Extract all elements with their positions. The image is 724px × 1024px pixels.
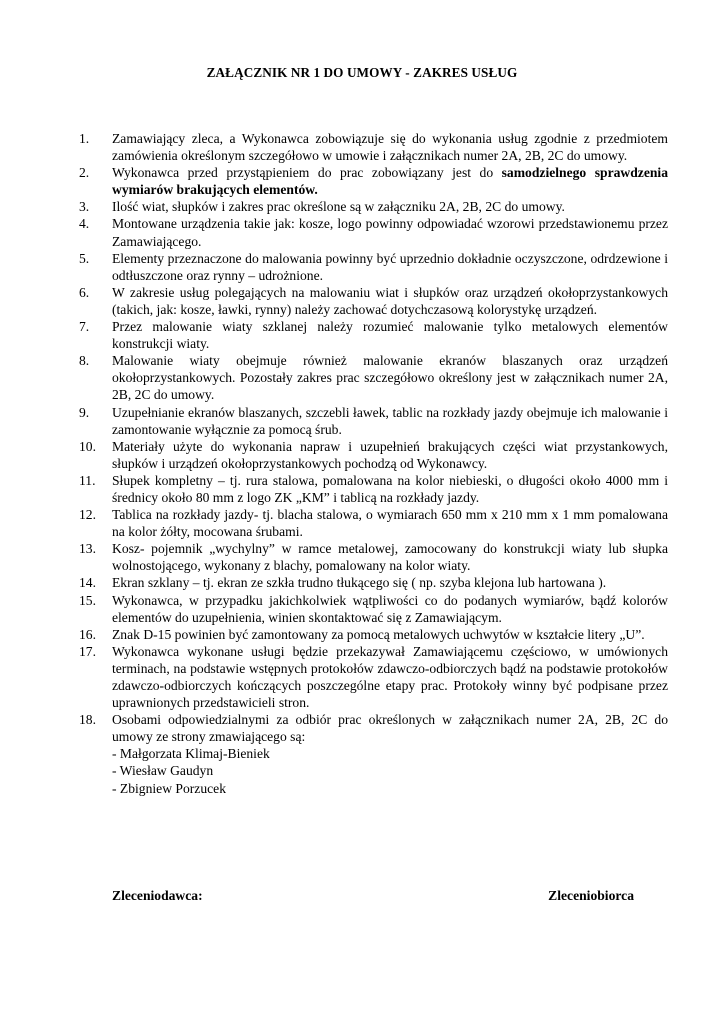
item-number: 5. (79, 250, 90, 266)
item-number: 15. (79, 592, 96, 608)
item-number: 9. (79, 404, 90, 420)
responsible-person: - Małgorzata Klimaj-Bieniek (112, 746, 270, 762)
item-bold-text: samodzielnego sprawdzenia wymiarów brakujących elementów. (112, 165, 668, 198)
item-text: Elementy przeznaczone do malowania powinny być uprzednio dokładnie oczyszczone, odrdzewione i odtłuszczone oraz rynny – udrożnione. (112, 250, 668, 283)
item-text: Uzupełnianie ekranów blaszanych, szczebli ławek, tablic na rozkłady jazdy obejmuje ich malowanie i zamontowanie wyłącznie za pomocą śrub. (112, 404, 668, 437)
item-text: Ilość wiat, słupków i zakres prac określone są w załączniku 2A, 2B, 2C do umowy. (112, 199, 565, 215)
item-text: Tablica na rozkłady jazdy- tj. blacha stalowa, o wymiarach 650 mm x 210 mm x 1 mm pomalowana na kolor żółty, mocowana śrubami. (112, 507, 668, 540)
item-text: Znak D-15 powinien być zamontowany za pomocą metalowych uchwytów w kształcie litery „U”. (112, 626, 645, 642)
list-item (79, 130, 668, 164)
item-text: Wykonawca, w przypadku jakichkolwiek wątpliwości co do podanych wymiarów, bądź kolorów elementów do uzupełnienia, winien skontaktować się z Zamawiającym. (112, 592, 668, 625)
list-item (79, 318, 668, 352)
list-item (79, 711, 668, 796)
item-number: 16. (79, 626, 96, 642)
item-text: Ekran szklany – tj. ekran ze szkła trudno tłukącego się ( np. szyba klejona lub hartowana ). (112, 575, 607, 591)
item-number: 1. (79, 131, 90, 146)
list-item (79, 592, 668, 626)
list-item (79, 643, 668, 711)
item-number: 10. (79, 438, 96, 454)
signature-client-label: Zleceniodawca: (112, 888, 203, 903)
list-item (79, 284, 668, 318)
item-number: 12. (79, 507, 96, 523)
item-text: Wykonawca wykonane usługi będzie przekazywał Zamawiającemu częściowo, w umówionych terminach, na podstawie wstępnych protokołów zdawczo-odbiorczych bądź na podstawie protokołów zdawczo-odbiorczych kończących poszczególne etapy prac. Protokoły winny być podpisane przez uprawnionych przedstawicieli stron. (112, 643, 668, 711)
item-text: Wykonawca przed przystąpieniem do prac zobowiązany jest do (112, 165, 502, 181)
list-item (79, 540, 668, 574)
list-item (79, 404, 668, 438)
item-text: Słupek kompletny – tj. rura stalowa, pomalowana na kolor niebieski, o długości około 4000 mm i średnicy około 80 mm z logo ZK „KM” i tablicą na rozkłady jazdy. (112, 472, 668, 505)
responsible-person: - Zbigniew Porzucek (112, 780, 227, 796)
item-number: 4. (79, 216, 90, 232)
item-number: 18. (79, 712, 96, 728)
item-text: Malowanie wiaty obejmuje również malowanie ekranów blaszanych oraz urządzeń okołoprzystankowych. Pozostały zakres prac szczegółowo określony jest w załącznikach numer 2A, 2B, 2C do umowy. (112, 353, 668, 403)
responsible-person: - Wiesław Gaudyn (112, 763, 214, 779)
item-number: 17. (79, 643, 96, 659)
item-number: 14. (79, 575, 96, 591)
item-number: 11. (79, 472, 96, 488)
list-item (79, 198, 668, 215)
item-number: 8. (79, 353, 90, 369)
list-item (79, 352, 668, 403)
item-text: Montowane urządzenia takie jak: kosze, logo powinny odpowiadać wzorowi przedstawionemu przez Zamawiającego. (112, 216, 668, 249)
list-item (79, 250, 668, 284)
item-number: 7. (79, 319, 90, 335)
page-title: ZAŁĄCZNIK NR 1 DO UMOWY - ZAKRES USŁUG (206, 65, 518, 80)
list-item (79, 506, 668, 540)
item-text: Osobami odpowiedzialnymi za odbiór prac określonych w załącznikach numer 2A, 2B, 2C do umowy ze strony zmawiającego są: (112, 712, 668, 745)
list-item (79, 574, 668, 591)
signature-contractor-label: Zleceniobiorca (548, 888, 634, 903)
list-item (79, 472, 668, 506)
scope-list (79, 130, 668, 797)
item-text: Zamawiający zleca, a Wykonawca zobowiązuje się do wykonania usług zgodnie z przedmiotem zamówienia określonym szczegółowo w umowie i załącznikach numer 2A, 2B, 2C do umowy. (112, 131, 668, 164)
list-item (79, 215, 668, 249)
list-item (79, 626, 668, 643)
item-text: Kosz- pojemnik „wychylny” w ramce metalowej, zamocowany do konstrukcji wiaty lub słupka wolnostojącego, wykonany z blachy, pomalowany na kolor wiaty. (112, 541, 668, 574)
item-text: W zakresie usług polegających na malowaniu wiat i słupków oraz urządzeń okołoprzystankowych (takich, jak: kosze, ławki, rynny) należy zachować dotychczasową kolorystykę urządzeń. (112, 284, 668, 317)
list-item (79, 164, 668, 198)
item-number: 2. (79, 165, 90, 181)
item-text: Materiały użyte do wykonania napraw i uzupełnień brakujących części wiat przystankowych, słupków i urządzeń okołoprzystankowych pochodzą od Wykonawcy. (112, 438, 668, 471)
item-number: 6. (79, 284, 90, 300)
list-item (79, 438, 668, 472)
item-text: Przez malowanie wiaty szklanej należy rozumieć malowanie tylko metalowych elementów konstrukcji wiaty. (112, 319, 668, 352)
item-number: 13. (79, 541, 96, 557)
item-number: 3. (79, 199, 90, 215)
